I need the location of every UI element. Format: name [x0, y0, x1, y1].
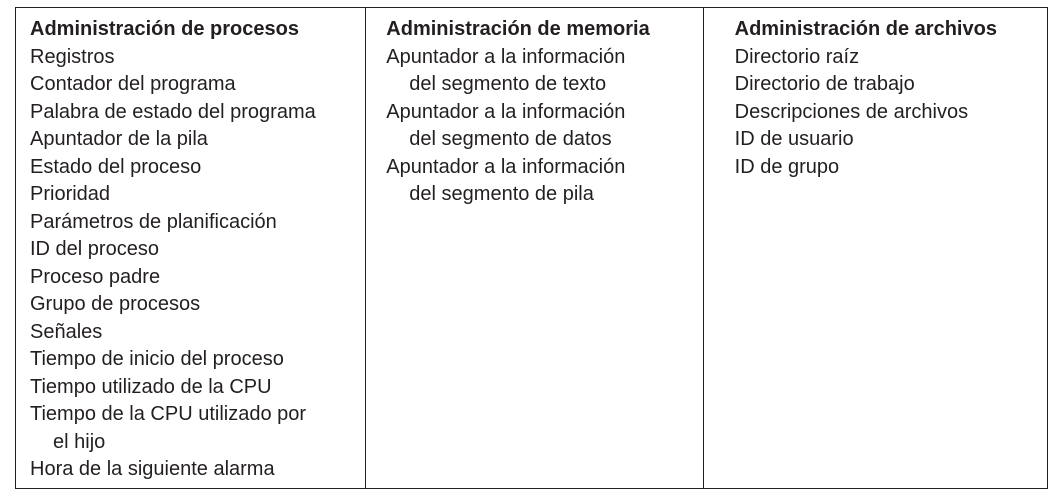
column-process-management — [16, 8, 365, 488]
column-memory-management — [365, 8, 702, 488]
list-item: Descripciones de archivos — [734, 100, 969, 123]
process-table — [15, 7, 1048, 489]
list-item: Directorio raíz — [734, 45, 860, 68]
list-item: Hora de la siguiente alarma — [30, 458, 275, 480]
list-item: Parámetros de planificación — [30, 210, 277, 233]
list-item: Prioridad — [30, 183, 111, 205]
list-item: Estado del proceso — [30, 155, 202, 178]
list-item: Registros — [30, 45, 115, 68]
list-item: Tiempo de la CPU utilizado por — [30, 403, 307, 425]
list-item: Apuntador a la información — [386, 155, 626, 178]
list-item: Tiempo de inicio del proceso — [30, 348, 284, 370]
list-item: Contador del programa — [30, 73, 236, 95]
list-item: Grupo de procesos — [30, 293, 201, 315]
column-header: Administración de procesos — [30, 18, 299, 40]
list-item: Apuntador a la información — [386, 45, 626, 68]
list-item: Apuntador a la información — [386, 100, 626, 123]
list-item: ID del proceso — [30, 238, 159, 260]
column-header: Administración de archivos — [734, 18, 997, 40]
column-header: Administración de memoria — [386, 18, 650, 40]
list-item: Proceso padre — [30, 265, 161, 288]
list-item-continuation: del segmento de texto — [409, 73, 607, 95]
list-item: Señales — [30, 320, 103, 343]
list-item: Palabra de estado del programa — [30, 100, 316, 123]
list-item-continuation: del segmento de datos — [409, 128, 612, 150]
list-item: ID de usuario — [734, 128, 854, 150]
list-item-continuation: el hijo — [53, 430, 106, 453]
list-item-continuation: del segmento de pila — [409, 183, 594, 205]
list-item: Tiempo utilizado de la CPU — [30, 375, 272, 398]
list-item: Apuntador de la pila — [30, 128, 208, 150]
list-item: Directorio de trabajo — [734, 73, 915, 95]
column-file-management — [703, 8, 1047, 488]
list-item: ID de grupo — [734, 155, 840, 178]
